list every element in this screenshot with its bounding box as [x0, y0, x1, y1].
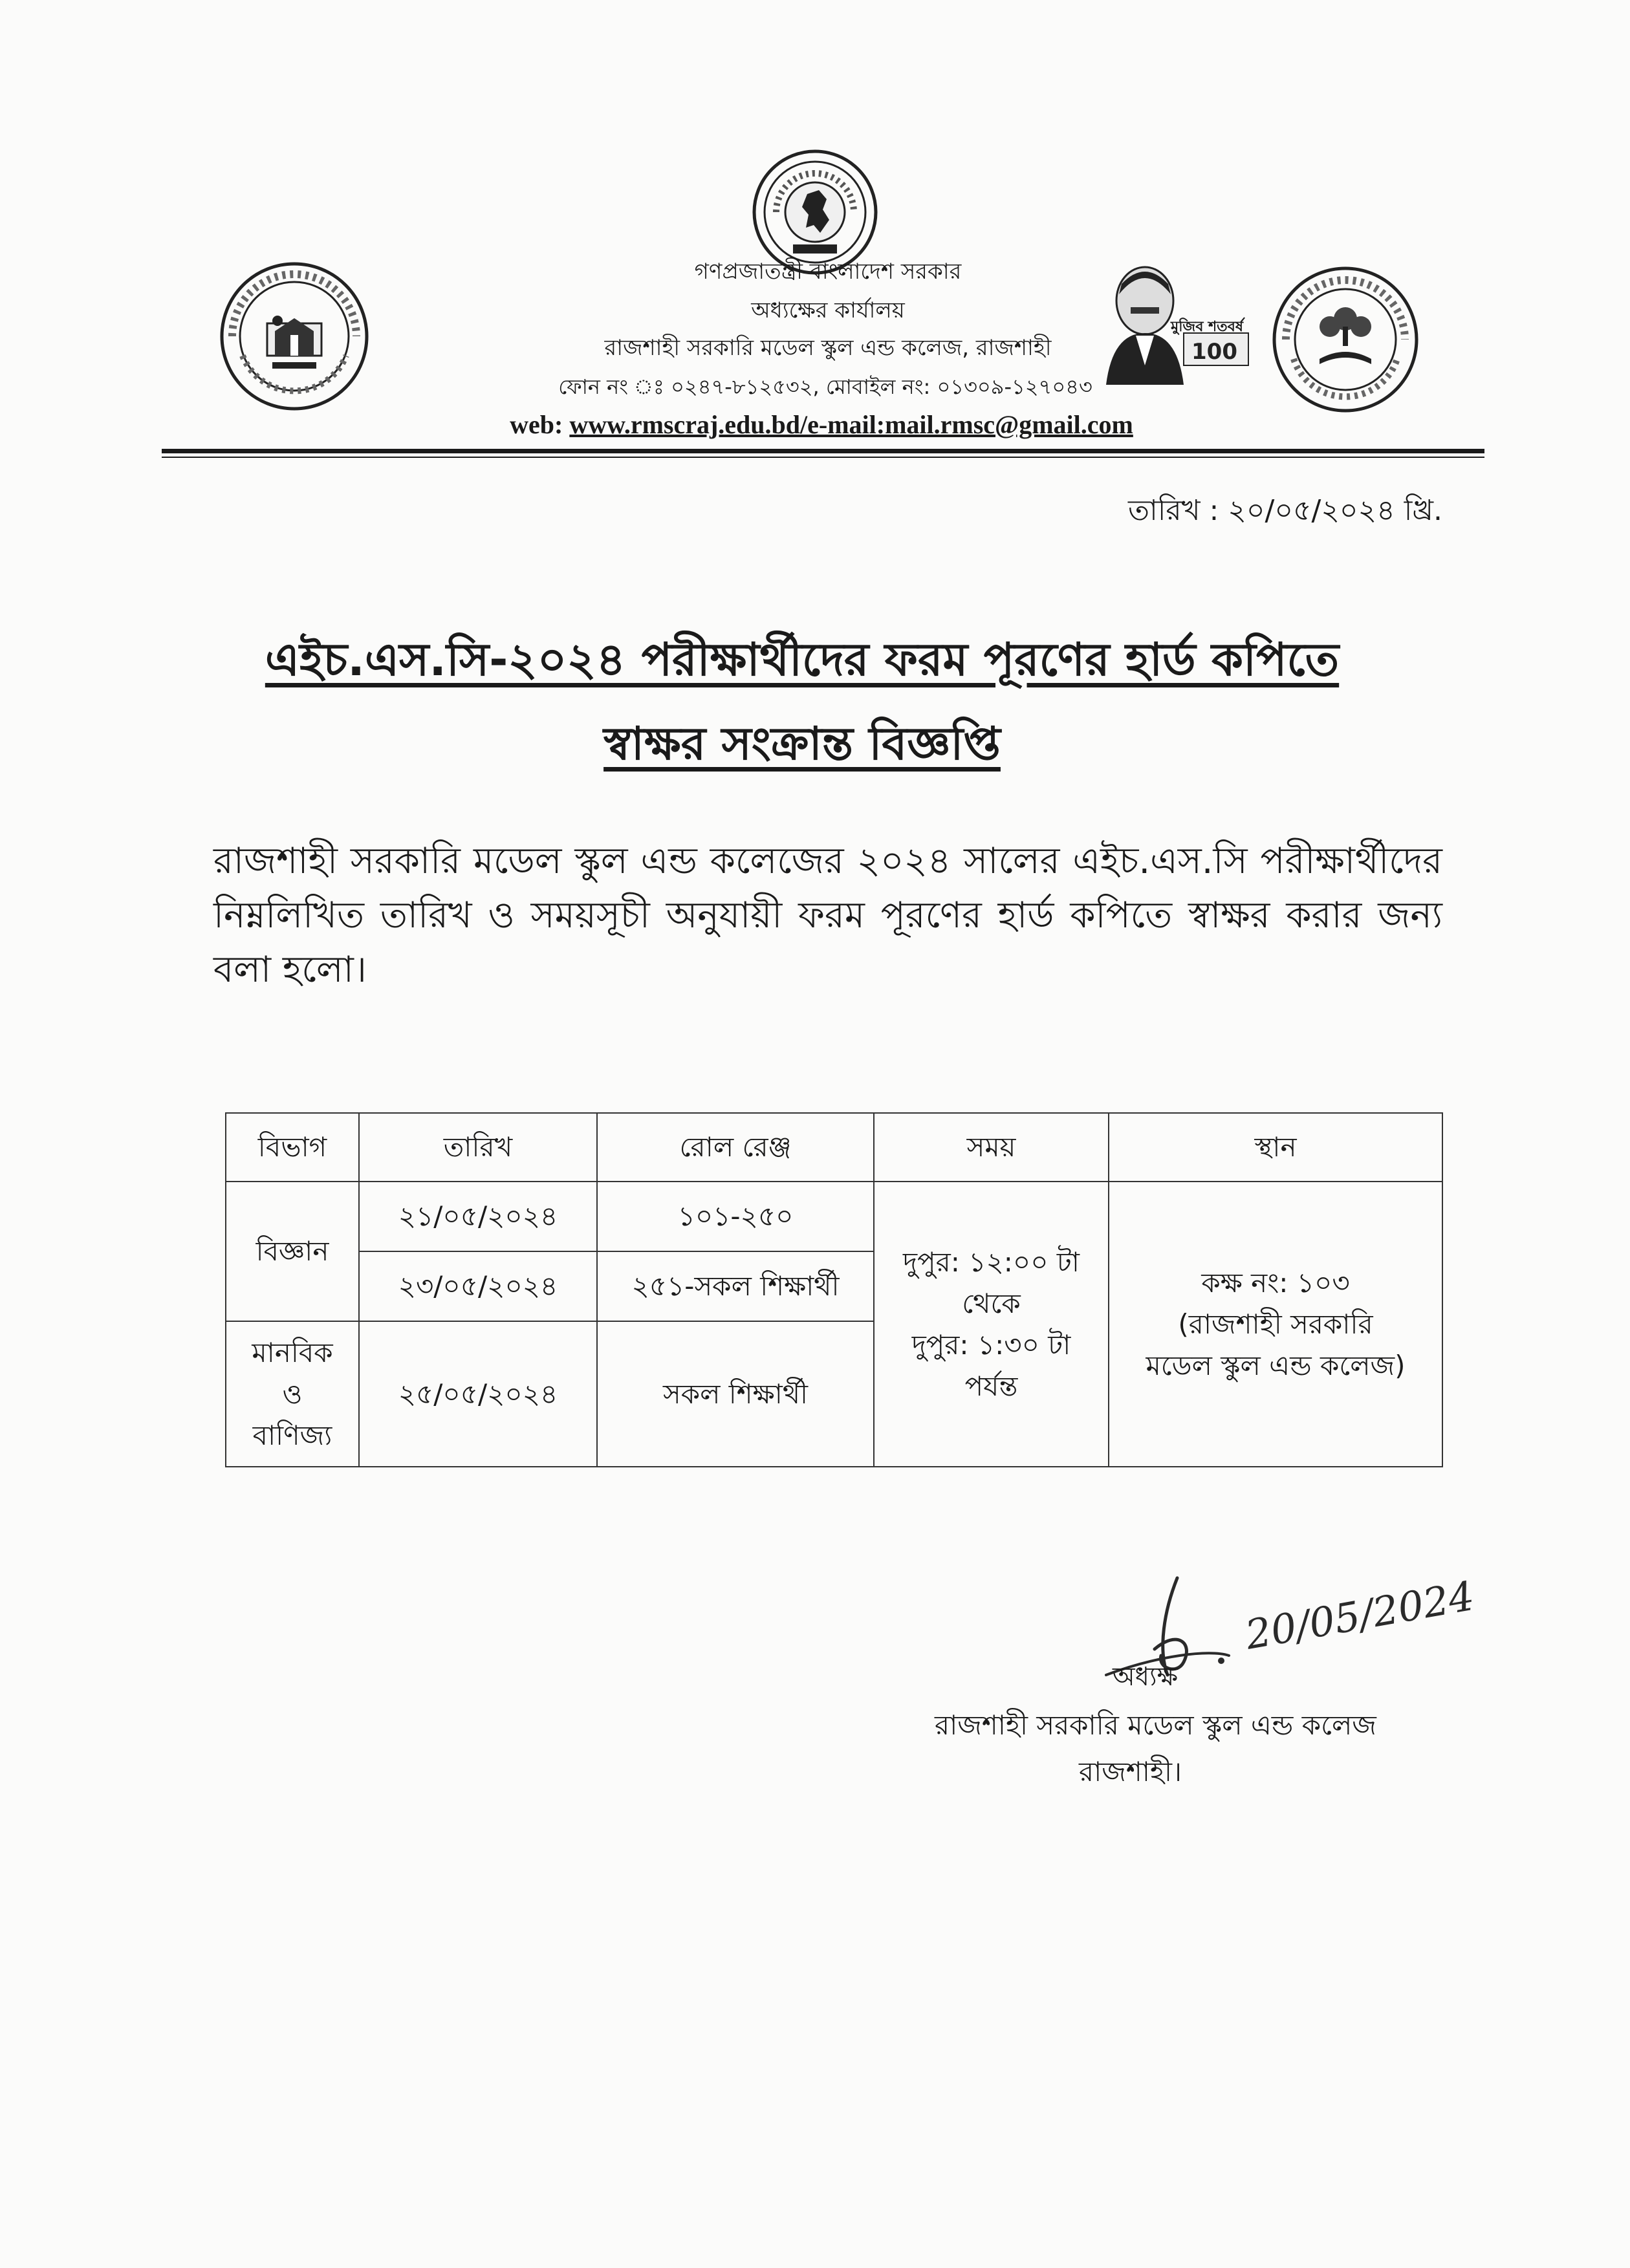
- header-rule-thin: [162, 457, 1484, 458]
- notice-date: তারিখ : ২০/০৫/২০২৪ খ্রি.: [1128, 494, 1442, 527]
- header-roll-range: রোল রেঞ্জ: [597, 1113, 874, 1182]
- humanities-line2: ও: [282, 1377, 303, 1410]
- cell-time: [874, 1182, 1109, 1467]
- time-end: দুপুর: ১:৩০ টা: [911, 1328, 1071, 1361]
- header-office: অধ্যক্ষের কার্যালয়: [751, 297, 905, 323]
- web-prefix: web:: [510, 410, 570, 439]
- cell-place: [1109, 1182, 1442, 1467]
- time-until: পর্যন্ত: [964, 1370, 1018, 1402]
- signatory-title: অধ্যক্ষ: [1113, 1662, 1179, 1692]
- cell-date: ২১/০৫/২০২৪: [359, 1182, 597, 1251]
- handwritten-signature: [1080, 1552, 1478, 1720]
- notice-title-line1-text: এইচ.এস.সি-২০২৪ পরীক্ষার্থীদের ফরম পূরণের হার্ড কপিতে: [265, 633, 1340, 686]
- header-phone: ফোন নং ঃ ০২৪৭-৮১২৫৩২, মোবাইল নং: ০১৩০৯-১২৭০৪৩: [558, 374, 1092, 399]
- notice-title-line2-text: স্বাক্ষর সংক্রান্ত বিজ্ঞপ্তি: [603, 717, 1001, 770]
- cell-date: ২৩/০৫/২০২৪: [359, 1251, 597, 1321]
- mujib-logo-text: মুজিব শতবর্ষ: [1171, 319, 1243, 335]
- place-line3: মডেল স্কুল এন্ড কলেজ): [1146, 1349, 1406, 1381]
- humanities-line1: মানবিক: [252, 1336, 333, 1368]
- header-place: স্থান: [1109, 1113, 1442, 1182]
- schedule-table: [225, 1112, 1443, 1467]
- cell-roll: ১০১-২৫০: [597, 1182, 874, 1251]
- notice-title-line1: [0, 627, 1604, 692]
- header-department: বিভাগ: [226, 1113, 359, 1182]
- humanities-line3: বাণিজ্য: [252, 1419, 332, 1451]
- header-rule: [162, 449, 1484, 453]
- header-time: সময়: [874, 1113, 1109, 1182]
- header-date: তারিখ: [359, 1113, 597, 1182]
- cell-roll: ২৫১-সকল শিক্ষার্থী: [597, 1251, 874, 1321]
- cell-roll: সকল শিক্ষার্থী: [597, 1321, 874, 1467]
- place-room: কক্ষ নং: ১০৩: [1201, 1266, 1350, 1299]
- place-line2: (রাজশাহী সরকারি: [1178, 1308, 1373, 1340]
- header-web: [19, 409, 1624, 441]
- time-from: থেকে: [962, 1287, 1021, 1319]
- signatory-college: রাজশাহী সরকারি মডেল স্কুল এন্ড কলেজ: [935, 1709, 1376, 1741]
- header-college: রাজশাহী সরকারি মডেল স্কুল এন্ড কলেজ, রাজশাহী: [604, 335, 1052, 361]
- notice-title-line2: [0, 711, 1604, 776]
- table-header-row: [226, 1113, 1442, 1182]
- cell-science: বিজ্ঞান: [226, 1182, 359, 1321]
- signature-date: 20/05/2024: [1241, 1571, 1478, 1659]
- time-start: দুপুর: ১২:০০ টা: [903, 1246, 1080, 1278]
- cell-humanities-commerce: [226, 1321, 359, 1467]
- signatory-city: রাজশাহী।: [1079, 1756, 1182, 1787]
- web-link[interactable]: www.rmscraj.edu.bd/e-mail:mail.rmsc@gmail.com: [569, 410, 1133, 439]
- cell-date: ২৫/০৫/২০২৪: [359, 1321, 597, 1467]
- header-government: গণপ্রজাতন্ত্রী বাংলাদেশ সরকার: [694, 259, 962, 285]
- svg-text:100: 100: [1191, 339, 1237, 365]
- table-row: [226, 1182, 1442, 1251]
- notice-body: রাজশাহী সরকারি মডেল স্কুল এন্ড কলেজের ২০২৪ সালের এইচ.এস.সি পরীক্ষার্থীদের নিম্নলিখিত তারিখ ও সময়সূচী অনুযায়ী ফরম পূরণের হার্ড কপিতে স্বাক্ষর করার জন্য বলা হলো।: [213, 840, 1442, 991]
